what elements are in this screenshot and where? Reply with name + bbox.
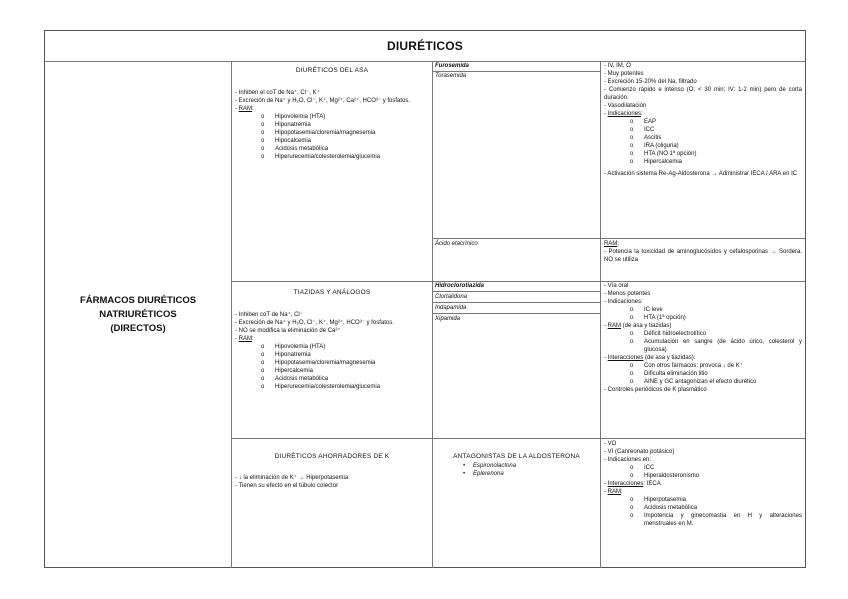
list-item: • Espironolactona: [435, 462, 598, 470]
antagonistas-header: ANTAGONISTAS DE LA ALDOSTERONA: [453, 453, 580, 460]
col-divider-3: [600, 61, 601, 568]
section-title: [45, 61, 231, 568]
note-line: - Activación sistema Re-Ag-Aldosterona → Administrar IECA / ARA en IC: [604, 171, 798, 177]
note-line: - Comienzo rápido e intenso (O: < 30 min; IV: 1-2 min) pero de corta duración.: [604, 87, 802, 101]
note-line: - Vía oral: [604, 283, 629, 289]
note-line: - IV, IM, O: [604, 63, 631, 69]
list-item: o Hiperurecemia/colesterolemia/glucemia: [235, 383, 429, 391]
asa-ram-label: RAM: [238, 106, 253, 112]
list-item: o Dificulta eliminación litio: [604, 370, 802, 378]
asa-intro-line: - Inhiben el coT de Na⁺, Cl⁻, K⁺: [235, 90, 320, 96]
list-item: o AINE y GC antagonizan el efecto diurético: [604, 378, 802, 386]
list-item: o Hipopotasemia/cloremia/magnesemia: [235, 129, 429, 137]
col-divider-1: [231, 61, 232, 568]
tiazidas-intro-line: - Excreción de Na⁺ y H₂O, Cl⁻, K⁺, Mg²⁺, HCO³⁻ y fosfatos.: [235, 320, 394, 326]
ahorradores-int-label: Interacciones: [607, 481, 644, 487]
note-line: - Indicaciones en:: [604, 457, 652, 463]
list-item: o Acidosis metabólica: [235, 145, 429, 153]
int-suffix: (de asa y tiazidas):: [643, 355, 696, 361]
ahorradores-intro-line: - Tienen su efecto en el túbulo colector: [235, 483, 339, 489]
list-item: o Hiperurecemia/colesterolemia/glucemia: [235, 153, 429, 161]
section-title-line: NATRIURÉTICOS: [99, 308, 177, 320]
list-item: o Hiperpotasemia: [604, 496, 802, 504]
list-item: o Déficit hidroelectrolítico: [604, 330, 802, 338]
list-item: o Hiperaldosteronismo: [604, 472, 802, 480]
note-line: - VO: [604, 441, 617, 447]
diureticos-table: [44, 30, 806, 568]
list-item: o HTA (NO 1ª opción): [604, 150, 802, 158]
list-item: o IRA (oliguria): [604, 142, 802, 150]
drug-furosemida: Furosemida: [435, 63, 470, 69]
ahorradores-notes: - VO - VI (Canreonato potásico) - Indicaciones en: o ICC o Hiperaldosteronismo - Interacciones: IECA - RAM: o Hiperpotasemia o Acidosis metabólica o Impotencia y ginecomastia en H y alteraciones menstruales en M.: [604, 440, 802, 528]
list-item: o Ascitis: [604, 134, 802, 142]
list-item: o Hiponatremia: [235, 351, 429, 359]
list-item: o Hipovolemia (HTA): [235, 343, 429, 351]
list-item: o Acumulación en sangre (de ácido úrico, colesterol y glucosa): [604, 338, 802, 354]
tiazidas-notes: - Vía oral - Menos potentes - Indicaciones: o IC leve o HTA (1ª opción) - RAM (de asa y tiazidas) o Déficit hidroelectrolítico o Acumulación en sangre (de ácido úrico, colesterol y glucosa) - Interacciones (de asa y tiazidas): o Con otros fármacos: provoca ↓ de K⁺ o Dificulta eliminación litio o AINE y GC antagonizan el efecto diurético - Controles periódicos de K plasmático: [604, 282, 802, 394]
list-item: o Acidosis metabólica: [604, 504, 802, 512]
drug-clortalidona: Clortalidona: [435, 294, 468, 300]
section-title-line: (DIRECTOS): [110, 322, 166, 334]
tiazidas-intro-line: - NO se modifica la eliminación de Ca²⁺: [235, 328, 341, 334]
tiazidas-int-label: Interacciones: [607, 355, 644, 361]
note-line: - Menos potentes: [604, 291, 651, 297]
ahorradores-cell: [235, 453, 429, 490]
row-divider-ahorradores: [231, 438, 805, 439]
tiazidas-cell: TIAZIDAS Y ANÁLOGOS - Inhiben coT de Na⁺, Cl⁻ - Excreción de Na⁺ y H₂O, Cl⁻, K⁺, Mg²⁺, HCO³⁻ y fosfatos. - NO se modifica la eliminación de Ca²⁺ - RAM: o Hipovolemia (HTA) o Hiponatremia o Hipopotasemia/cloremia/magnesemia o Hipercalcemia o Acidosis metabólica o Hiperurecemia/colesterolemia/glucemia: [235, 289, 429, 391]
note-line: - VI (Canreonato potásico): [604, 449, 675, 455]
asa-ind-list: [604, 118, 802, 166]
list-item: o EAP: [604, 118, 802, 126]
ahorradores-ind-list: [604, 464, 802, 480]
page-title: DIURÉTICOS: [386, 39, 463, 53]
antagonistas-list: [435, 462, 598, 478]
drug-indapamida: Indapamida: [435, 305, 467, 311]
etac-ram-label: RAM: [604, 241, 618, 247]
list-item: o Acidosis metabólica: [235, 375, 429, 383]
list-item: o Hipovolemia (HTA): [235, 113, 429, 121]
note-line: - Potencia la toxicidad de aminoglucósidos y cefalosporinas → Sordera. NO se utiliza: [604, 249, 802, 263]
list-item: o Hipopotasemia/cloremia/magnesemia: [235, 359, 429, 367]
asa-cell: DIURÉTICOS DEL ASA - Inhiben el coT de Na⁺, Cl⁻, K⁺ - Excreción de Na⁺ y H₂O, Cl⁻, K⁺, Mg²⁺, Ca²⁺, HCO³⁻ y fosfatos. - RAM: o Hipovolemia (HTA) o Hiponatremia o Hipopotasemia/cloremia/magnesemia o Hipocalcemia o Acidosis metabólica o Hiperurecemia/colesterolemia/glucemia: [235, 67, 429, 161]
tiazidas-int-list: [604, 362, 802, 386]
list-item: o Con otros fármacos: provoca ↓ de K⁺: [604, 362, 802, 370]
list-item: o ICC: [604, 126, 802, 134]
list-item: o Hipocalcemia: [235, 137, 429, 145]
note-line: - Vasodilatación: [604, 103, 647, 109]
list-item: o Hiponatremia: [235, 121, 429, 129]
list-item: o Hipercalcemia: [604, 158, 802, 166]
note-line: - Controles periódicos de K plasmático: [604, 387, 707, 393]
asa-ram-list: [235, 113, 429, 161]
drug-acido-etacrinico: Ácido etacrínico: [435, 241, 478, 247]
tiazidas-ram-list: [235, 343, 429, 391]
tiazidas-ind-list: [604, 306, 802, 322]
note-line: - Excreción 15-20% del Na, filtrado: [604, 79, 697, 85]
list-item: o Hipercalcemia: [235, 367, 429, 375]
drug-divider: [432, 313, 600, 314]
tiazidas-notes-ram-list: [604, 330, 802, 354]
list-item: o ICC: [604, 464, 802, 472]
note-line: - Indicaciones:: [604, 299, 643, 305]
asa-intro-line: - Excreción de Na⁺ y H₂O, Cl⁻, K⁺, Mg²⁺, Ca²⁺, HCO³⁻ y fosfatos.: [235, 98, 411, 104]
drug-hidroclorotiazida: Hidroclorotiazida: [435, 283, 485, 289]
list-item: o HTA (1ª opción): [604, 314, 802, 322]
tiazidas-intro-line: - Inhiben coT de Na⁺, Cl⁻: [235, 312, 303, 318]
asa-ind-label: Indicaciones: [607, 111, 642, 117]
ram-suffix: (de asa y tiazidas): [621, 323, 672, 329]
tiazidas-ram-label: RAM: [238, 336, 253, 342]
drug-divider: [432, 238, 805, 239]
tiazidas-header: TIAZIDAS Y ANÁLOGOS: [293, 289, 371, 296]
asa-header: DIURÉTICOS DEL ASA: [295, 67, 369, 74]
drug-divider: [432, 302, 600, 303]
ahorradores-ram-list: [604, 496, 802, 528]
drug-torasemida: Torasemida: [435, 73, 467, 79]
asa-notes: - IV, IM, O - Muy potentes - Excreción 15-20% del Na, filtrado - Comienzo rápido e intenso (O: < 30 min; IV: 1-2 min) pero de corta duración. - Vasodilatación - Indicaciones: o EAP o ICC o Ascitis o IRA (oliguria) o HTA (NO 1ª opción) o Hipercalcemia - Activación sistema Re-Ag-Aldosterona → Administrar IECA / ARA en IC: [604, 62, 802, 178]
drug-xipamida: Xipamida: [435, 316, 461, 322]
int-text: : IECA: [643, 481, 661, 487]
list-item: • Eplerenona: [435, 470, 598, 478]
list-item: o IC leve: [604, 306, 802, 314]
note-line: - Muy potentes: [604, 71, 644, 77]
ahorradores-intro-line: - ↓ la eliminación de K⁺ → Hiperpotasemia: [235, 475, 349, 481]
ahorradores-header: DIURÉTICOS AHORRADORES DE K: [274, 453, 390, 460]
drug-divider: [432, 291, 600, 292]
section-title-line: FÁRMACOS DIURÉTICOS: [79, 294, 197, 306]
tiazidas-notes-ram-label: RAM: [607, 323, 622, 329]
antagonistas-cell: [435, 453, 598, 478]
etacrinico-notes: RAM: - Potencia la toxicidad de aminoglucósidos y cefalosporinas → Sordera. NO se utiliza: [604, 241, 802, 263]
ahorradores-ram-label: RAM: [607, 489, 622, 495]
list-item: o Impotencia y ginecomastia en H y alteraciones menstruales en M.: [604, 512, 802, 528]
